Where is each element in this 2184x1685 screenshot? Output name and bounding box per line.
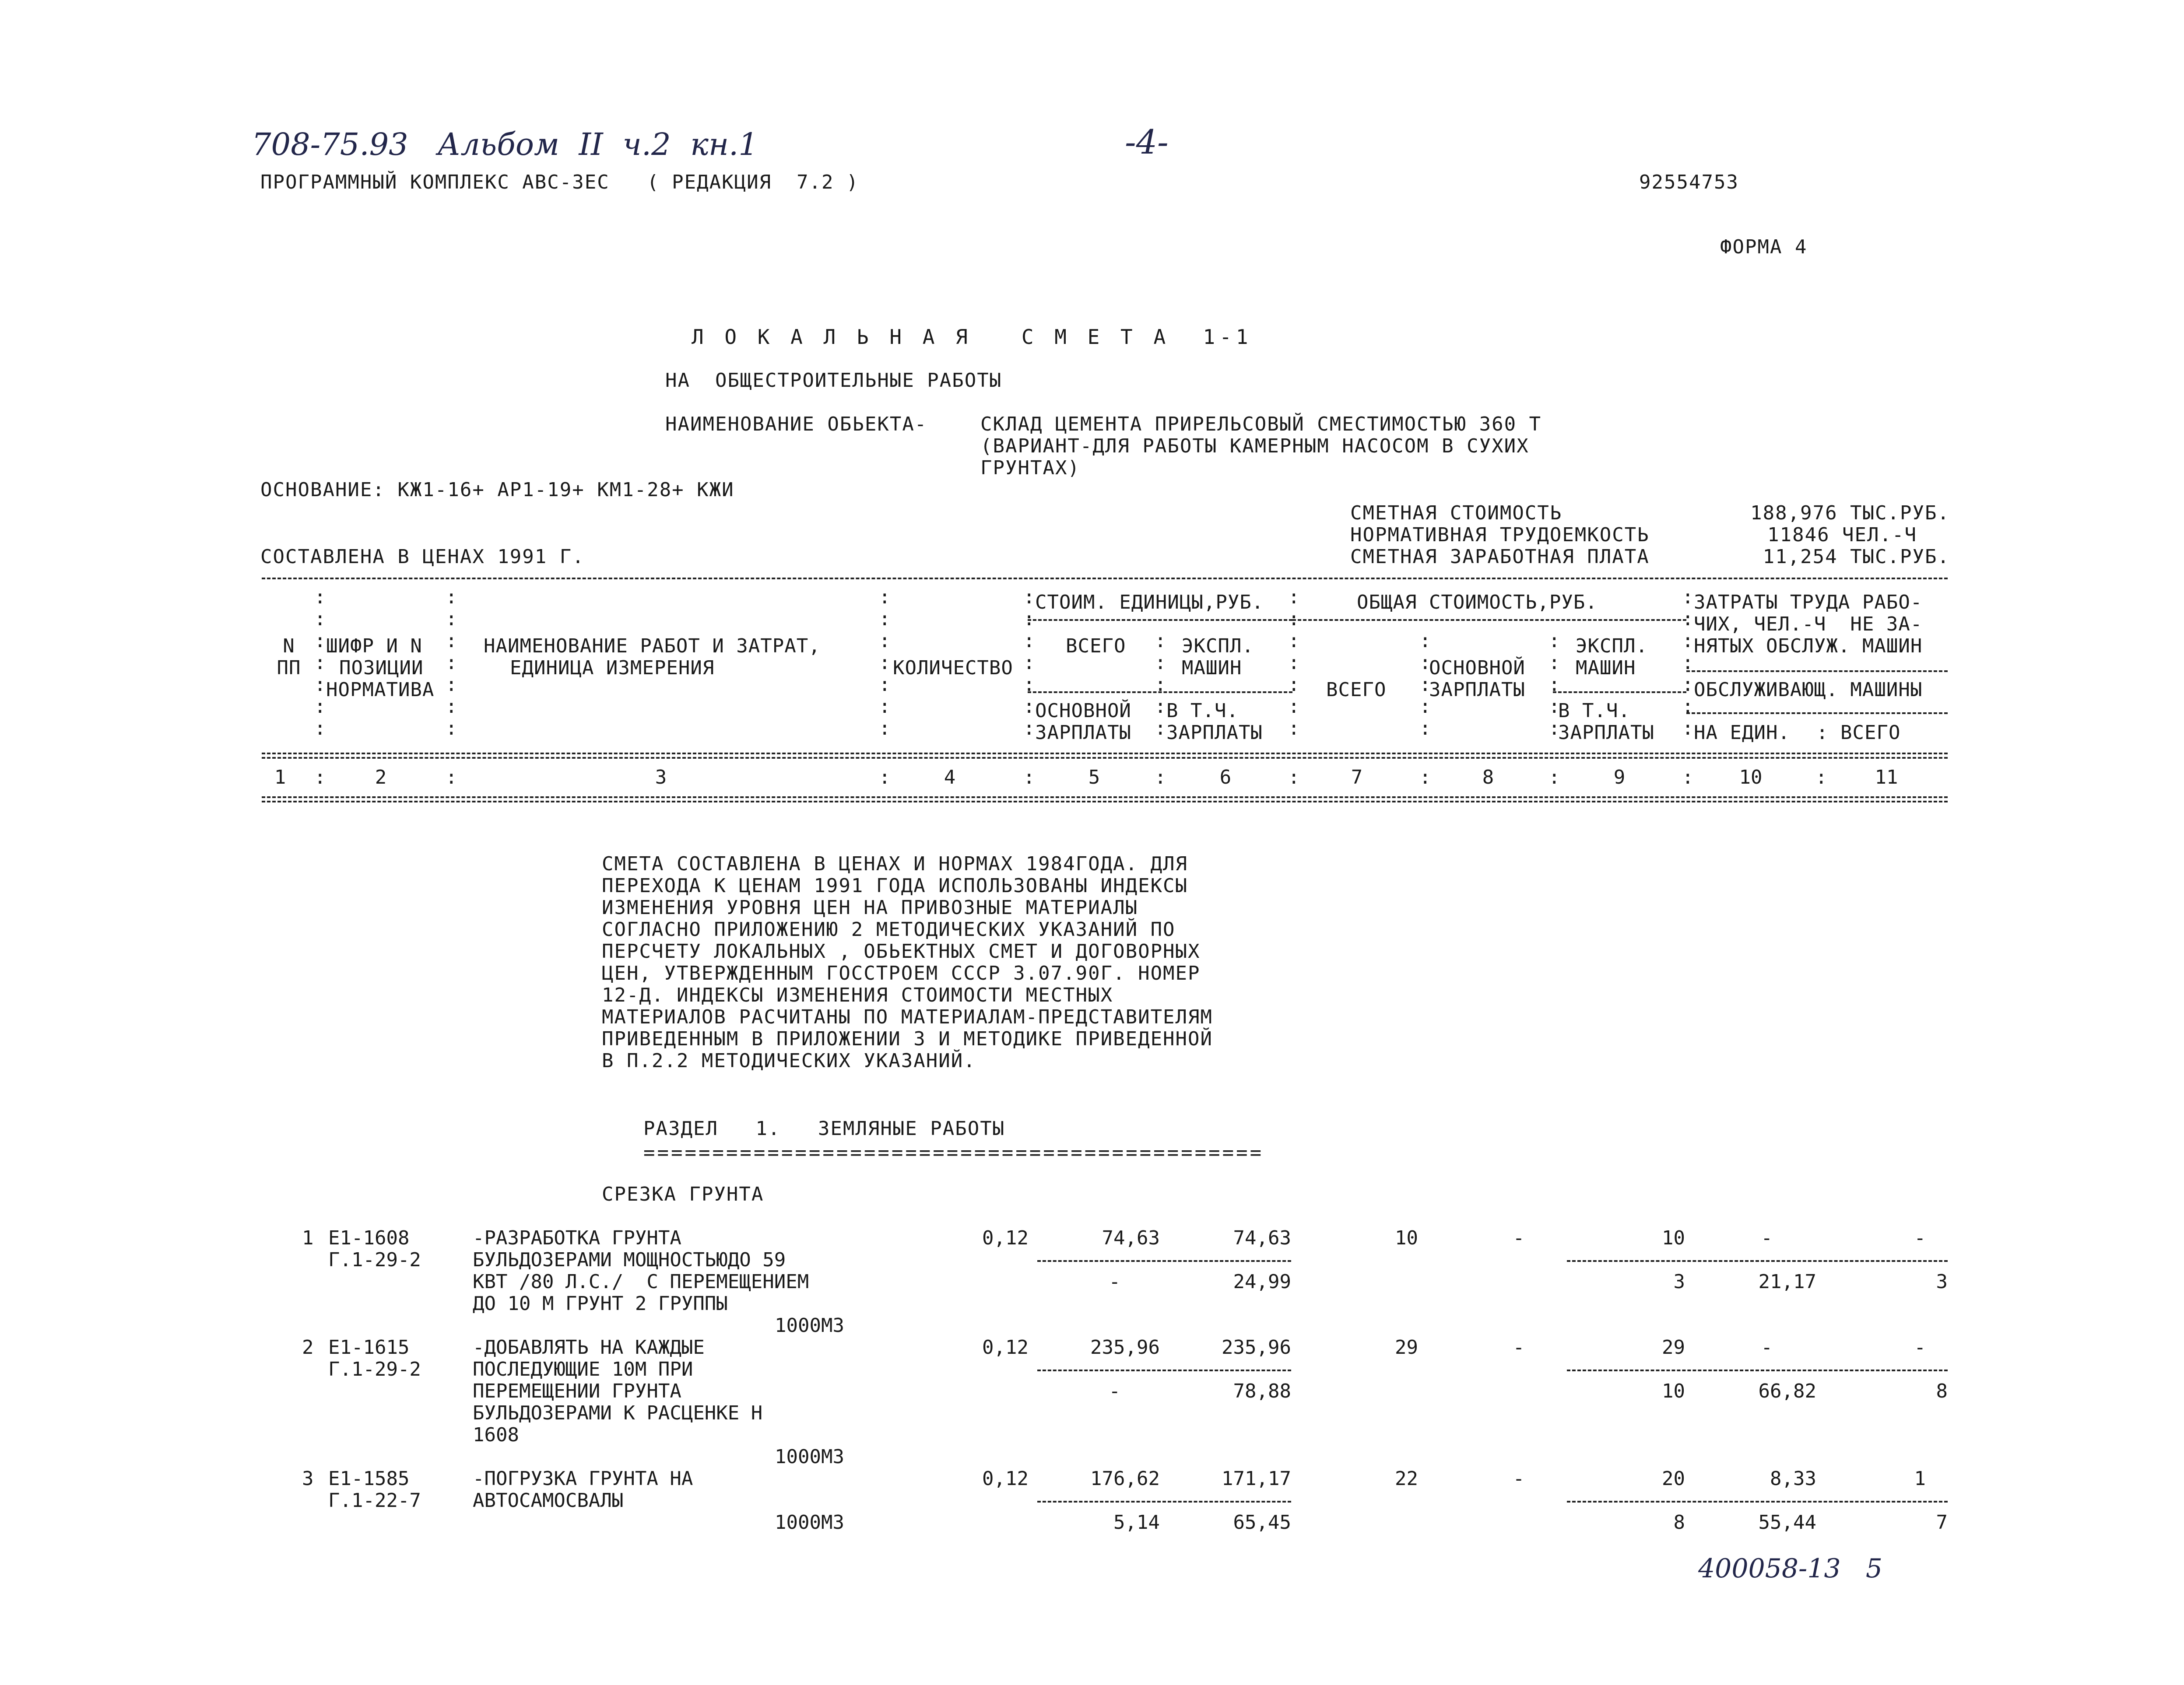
row-code: Е1-1608 (328, 1227, 410, 1249)
uc-incl-header-l2: ЗАРПЛАТЫ (1166, 722, 1263, 744)
row-name-line: БУЛЬДОЗЕРАМИ К РАСЦЕНКЕ Н (473, 1402, 763, 1424)
row-unit-cost-machines: 74,63 (1233, 1227, 1291, 1249)
estimate-note (602, 853, 1213, 1072)
tc-base-header-l1: ОСНОВНОЙ (1429, 657, 1525, 679)
colnum-8: 8 (1482, 766, 1494, 788)
row-total-base-wage: - (1513, 1227, 1525, 1249)
row-subline-tc (1567, 1370, 1948, 1371)
col-sep-uc-mid: : : : : : (1155, 630, 1166, 739)
row-name-line: 1608 (473, 1424, 519, 1446)
col-sep-1: : : : : : : : (314, 586, 326, 739)
colnum-1: 1 (274, 766, 286, 788)
uc-mach-header-l2: МАШИН (1182, 657, 1242, 679)
row-subline-tc (1567, 1501, 1948, 1503)
row-total-machines: 29 (1662, 1336, 1685, 1359)
handwritten-archive-number: 400058-13 5 (1698, 1553, 1883, 1584)
row-total-cost: 22 (1395, 1468, 1418, 1490)
row-unit-cost-incl-wage: 65,45 (1233, 1511, 1291, 1534)
handwritten-page-number: -4- (1125, 123, 1169, 161)
labor-machines-header: ОБСЛУЖИВАЮЩ. МАШИНЫ (1694, 679, 1923, 701)
row-total-machines: 20 (1662, 1468, 1685, 1490)
row-number: 3 (302, 1468, 314, 1490)
row-unit-cost-total: 176,62 (1090, 1468, 1160, 1490)
row-subline-uc (1037, 1260, 1291, 1262)
tc-incl-header-l2: ЗАРПЛАТЫ (1558, 722, 1654, 744)
uc-total-header: ВСЕГО (1066, 635, 1126, 657)
row-name-line: -РАЗРАБОТКА ГРУНТА (473, 1227, 681, 1249)
estimate-title: Л О К А Л Ь Н А Я С М Е Т А 1-1 (692, 325, 1253, 349)
summary-label-labor: НОРМАТИВНАЯ ТРУДОЕМКОСТЬ (1350, 524, 1650, 546)
labor-group-header-l2: ЧИХ, ЧЕЛ.-Ч НЕ ЗА- (1694, 613, 1923, 635)
labor-group-header-l3: НЯТЫХ ОБСЛУЖ. МАШИН (1694, 635, 1923, 657)
colnum-sep-7: : (1419, 766, 1432, 788)
table-header-bottom-rule (262, 753, 1948, 759)
section-title: РАЗДЕЛ 1. ЗЕМЛЯНЫЕ РАБОТЫ (643, 1117, 1005, 1140)
colnum-11: 11 (1875, 766, 1898, 788)
row-labor-machines-total: 7 (1936, 1511, 1948, 1534)
col-sep-4: : : : : : : : (1023, 586, 1035, 739)
row-labor-unit: - (1761, 1336, 1773, 1359)
row-name-line: АВТОСАМОСВАЛЫ (473, 1489, 624, 1512)
row-unit: 1000М3 (775, 1446, 844, 1468)
row-labor-unit: - (1761, 1227, 1773, 1249)
row-labor-machines-total: 3 (1936, 1271, 1948, 1293)
uc-mach-header-l1: ЭКСПЛ. (1182, 635, 1254, 657)
basis-line: ОСНОВАНИЕ: КЖ1-16+ АР1-19+ КМ1-28+ КЖИ (260, 479, 734, 501)
summary-value-wages: 11,254 ТЫС.РУБ. (1763, 546, 1950, 568)
colnum-7: 7 (1351, 766, 1363, 788)
object-name-line-2: (ВАРИАНТ-ДЛЯ РАБОТЫ КАМЕРНЫМ НАСОСОМ В СУХИХ (980, 435, 1529, 457)
tc-group-rule (1292, 619, 1686, 621)
row-labor-machines-unit: 66,82 (1758, 1380, 1816, 1402)
colnum-sep-6: : (1288, 766, 1300, 788)
object-name-line-1: СКЛАД ЦЕМЕНТА ПРИРЕЛЬСОВЫЙ СМЕСТИМОСТЬЮ 360 Т (980, 413, 1542, 435)
row-subline-tc (1567, 1260, 1948, 1262)
note-line: ПЕРЕХОДА К ЦЕНАМ 1991 ГОДА ИСПОЛЬЗОВАНЫ ИНДЕКСЫ (602, 875, 1188, 897)
tc-base-header-l2: ЗАРПЛАТЫ (1429, 679, 1525, 701)
row-labor-total: 1 (1914, 1468, 1926, 1490)
section-subtitle: СРЕЗКА ГРУНТА (602, 1183, 764, 1205)
row-labor-machines-unit: 55,44 (1758, 1511, 1816, 1534)
row-total-incl-wage: 10 (1662, 1380, 1685, 1402)
program-header: ПРОГРАММНЫЙ КОМПЛЕКС АВС-3ЕС ( РЕДАКЦИЯ 7.2 ) (260, 171, 859, 193)
uc-incl-header-l1: В Т.Ч. (1166, 700, 1239, 722)
colnum-4: 4 (944, 766, 956, 788)
row-unit-cost-total: 235,96 (1090, 1336, 1160, 1359)
labor-sep-colon: : (1816, 722, 1829, 744)
tc-mach-header-l2: МАШИН (1576, 657, 1636, 679)
uc-group-rule (1028, 619, 1292, 621)
tc-incl-header-l1: В Т.Ч. (1558, 700, 1630, 722)
row-unit-cost-incl-wage: 24,99 (1233, 1271, 1291, 1293)
form-number: ФОРМА 4 (1720, 236, 1808, 258)
row-code: Е1-1585 (328, 1468, 410, 1490)
col-sep-5: : : : : : : : (1288, 586, 1300, 739)
note-line: СОГЛАСНО ПРИЛОЖЕНИЮ 2 МЕТОДИЧЕСКИХ УКАЗАНИЙ ПО (602, 918, 1176, 941)
col3-header-l2: ЕДИНИЦА ИЗМЕРЕНИЯ (510, 657, 715, 679)
row-total-machines: 10 (1662, 1227, 1685, 1249)
uc-sub-rule (1028, 691, 1292, 693)
total-cost-group-header: ОБЩАЯ СТОИМОСТЬ,РУБ. (1357, 591, 1598, 613)
row-name-line: -ДОБАВЛЯТЬ НА КАЖДЫЕ (473, 1336, 705, 1359)
col3-header-l1: НАИМЕНОВАНИЕ РАБОТ И ЗАТРАТ, (484, 635, 821, 657)
labor-sub-rule-1 (1686, 670, 1948, 672)
row-unit-cost-base-wage: - (1109, 1271, 1120, 1293)
colnum-6: 6 (1219, 766, 1232, 788)
row-code-ref: Г.1-29-2 (328, 1249, 421, 1271)
note-line: СМЕТА СОСТАВЛЕНА В ЦЕНАХ И НОРМАХ 1984ГОДА. ДЛЯ (602, 853, 1188, 875)
prices-year-line: СОСТАВЛЕНА В ЦЕНАХ 1991 Г. (260, 546, 585, 568)
col-sep-2: : : : : : : : (446, 586, 457, 739)
row-name-line: БУЛЬДОЗЕРАМИ МОЩНОСТЬЮДО 59 (473, 1249, 786, 1271)
labor-group-header-l1: ЗАТРАТЫ ТРУДА РАБО- (1694, 591, 1923, 613)
colnum-9: 9 (1613, 766, 1626, 788)
tc-sub-rule (1553, 691, 1686, 693)
estimate-subtitle: НА ОБЩЕСТРОИТЕЛЬНЫЕ РАБОТЫ (665, 369, 1002, 392)
row-quantity: 0,12 (982, 1227, 1029, 1249)
row-name-line: КВТ /80 Л.С./ С ПЕРЕМЕЩЕНИЕМ (473, 1271, 809, 1293)
row-name-line: ДО 10 М ГРУНТ 2 ГРУППЫ (473, 1293, 728, 1315)
row-name-line: ПЕРЕМЕЩЕНИИ ГРУНТА (473, 1380, 681, 1402)
note-line: ИЗМЕНЕНИЯ УРОВНЯ ЦЕН НА ПРИВОЗНЫЕ МАТЕРИАЛЫ (602, 897, 1138, 919)
row-total-base-wage: - (1513, 1468, 1525, 1490)
col2-header-l3: НОРМАТИВА (326, 679, 435, 701)
col2-header-l2: ПОЗИЦИИ (339, 657, 424, 679)
row-unit-cost-total: 74,63 (1102, 1227, 1160, 1249)
colnum-sep-2: : (446, 766, 458, 788)
tc-mach-header-l1: ЭКСПЛ. (1576, 635, 1648, 657)
col2-header-l1: ШИФР И N (326, 635, 422, 657)
colnum-separators: : (314, 766, 327, 788)
col1-header-n: N (283, 635, 295, 657)
table-numbers-bottom-rule (262, 796, 1948, 802)
labor-unit-header: НА ЕДИН. (1694, 722, 1790, 744)
colnum-10: 10 (1739, 766, 1763, 788)
labor-total-header: ВСЕГО (1840, 722, 1901, 744)
unit-cost-group-header: СТОИМ. ЕДИНИЦЫ,РУБ. (1035, 591, 1264, 613)
col1-header-pp: ПП (277, 657, 301, 679)
note-line: ЦЕН, УТВЕРЖДЕННЫМ ГОССТРОЕМ СССР 3.07.90Г. НОМЕР (602, 962, 1201, 984)
col-sep-6: : : : : : : : (1682, 586, 1694, 739)
document-code: 92554753 (1639, 171, 1739, 193)
row-code-ref: Г.1-22-7 (328, 1489, 421, 1512)
colnum-2: 2 (375, 766, 387, 788)
row-code: Е1-1615 (328, 1336, 410, 1359)
note-line: 12-Д. ИНДЕКСЫ ИЗМЕНЕНИЯ СТОИМОСТИ МЕСТНЫХ (602, 984, 1113, 1006)
uc-base-header-l2: ЗАРПЛАТЫ (1035, 722, 1131, 744)
row-unit-cost-base-wage: 5,14 (1113, 1511, 1160, 1534)
row-number: 1 (302, 1227, 314, 1249)
row-unit-cost-machines: 235,96 (1222, 1336, 1291, 1359)
object-label: НАИМЕНОВАНИЕ ОБЬЕКТА- (665, 413, 927, 435)
row-unit-cost-machines: 171,17 (1222, 1468, 1291, 1490)
object-name-line-3: ГРУНТАХ) (980, 457, 1080, 479)
row-quantity: 0,12 (982, 1336, 1029, 1359)
summary-label-cost: СМЕТНАЯ СТОИМОСТЬ (1350, 502, 1563, 524)
colnum-sep-10: : (1815, 766, 1828, 788)
colnum-sep-3: : (879, 766, 891, 788)
row-name-line: ПОСЛЕДУЮЩИЕ 10М ПРИ (473, 1358, 693, 1380)
colnum-sep-5: : (1155, 766, 1167, 788)
row-total-cost: 29 (1395, 1336, 1418, 1359)
colnum-sep-8: : (1548, 766, 1561, 788)
table-top-rule (262, 578, 1948, 579)
row-name-line: -ПОГРУЗКА ГРУНТА НА (473, 1468, 693, 1490)
note-line: МАТЕРИАЛОВ РАСЧИТАНЫ ПО МАТЕРИАЛАМ-ПРЕДСТАВИТЕЛЯМ (602, 1006, 1213, 1028)
row-labor-total: - (1914, 1227, 1926, 1249)
row-unit-cost-incl-wage: 78,88 (1233, 1380, 1291, 1402)
row-total-cost: 10 (1395, 1227, 1418, 1249)
note-line: ПЕРСЧЕТУ ЛОКАЛЬНЫХ , ОБЬЕКТНЫХ СМЕТ И ДОГОВОРНЫХ (602, 940, 1201, 963)
row-labor-total: - (1914, 1336, 1926, 1359)
col-sep-tc-mid-1: : : : : : (1419, 630, 1431, 739)
row-labor-unit: 8,33 (1770, 1468, 1816, 1490)
row-total-base-wage: - (1513, 1336, 1525, 1359)
colnum-5: 5 (1088, 766, 1100, 788)
col4-header: КОЛИЧЕСТВО (893, 657, 1013, 679)
handwritten-album-reference: 708-75.93 Альбом II ч.2 кн.1 (252, 126, 758, 162)
tc-total-header: ВСЕГО (1326, 679, 1387, 701)
row-unit: 1000М3 (775, 1314, 844, 1337)
row-code-ref: Г.1-29-2 (328, 1358, 421, 1380)
colnum-sep-9: : (1682, 766, 1694, 788)
row-quantity: 0,12 (982, 1468, 1029, 1490)
row-unit-cost-base-wage: - (1109, 1380, 1120, 1402)
note-line: В П.2.2 МЕТОДИЧЕСКИХ УКАЗАНИЙ. (602, 1050, 976, 1072)
row-total-incl-wage: 8 (1673, 1511, 1685, 1534)
summary-label-wages: СМЕТНАЯ ЗАРАБОТНАЯ ПЛАТА (1350, 546, 1650, 568)
row-subline-uc (1037, 1501, 1291, 1503)
row-subline-uc (1037, 1370, 1291, 1371)
note-line: ПРИВЕДЕННЫМ В ПРИЛОЖЕНИИ 3 И МЕТОДИКЕ ПРИВЕДЕННОЙ (602, 1028, 1213, 1050)
summary-value-cost: 188,976 ТЫС.РУБ. (1750, 502, 1950, 524)
row-unit: 1000М3 (775, 1511, 844, 1534)
row-labor-machines-unit: 21,17 (1758, 1271, 1816, 1293)
section-underline: ============================================= (643, 1142, 1264, 1164)
uc-base-header-l1: ОСНОВНОЙ (1035, 700, 1131, 722)
colnum-sep-4: : (1023, 766, 1036, 788)
summary-value-labor: 11846 ЧЕЛ.-Ч (1767, 524, 1917, 546)
colnum-3: 3 (655, 766, 667, 788)
labor-sub-rule-2 (1686, 712, 1948, 714)
row-number: 2 (302, 1336, 314, 1359)
row-total-incl-wage: 3 (1673, 1271, 1685, 1293)
col-sep-3: : : : : : : : (879, 586, 891, 739)
col-sep-tc-mid-2: : : : : : (1548, 630, 1560, 739)
row-labor-machines-total: 8 (1936, 1380, 1948, 1402)
